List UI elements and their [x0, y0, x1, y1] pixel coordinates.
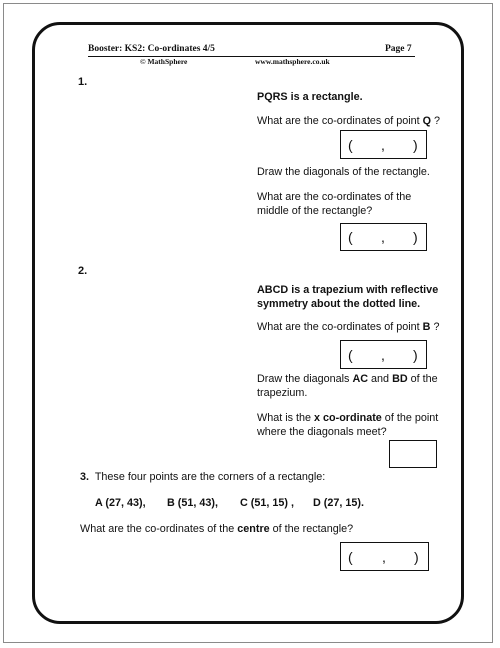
q1-point-s-label: S (1, 2)	[98, 184, 125, 193]
open-paren: (	[348, 229, 353, 245]
q2-question-b: What is the x co-ordinate of the point where the diagonals meet?	[257, 412, 439, 438]
q1-y-label: y	[79, 94, 84, 103]
q1-point-p-label: P (1, 6)	[98, 111, 125, 120]
comma: ,	[381, 229, 385, 245]
q2-point-d-label: D (12, 10)	[98, 381, 134, 390]
q2-instruction: Draw the diagonals AC and BD of the trapezium.	[257, 373, 438, 399]
q1-point-r-label: R (8, 2)	[207, 184, 234, 193]
q2-statement: ABCD is a trapezium with reflective symmetry about the dotted line.	[257, 284, 439, 310]
q2-point-b-label: B	[210, 312, 216, 321]
close-paren: )	[414, 548, 419, 565]
q3-question: What are the co-ordinates of the centre of the rectangle?	[80, 523, 354, 535]
open-paren: (	[348, 136, 353, 153]
q2-y-label: y	[79, 290, 84, 299]
page-number: Page 7	[385, 44, 412, 54]
q3-intro: These four points are the corners of a rectangle:	[94, 471, 326, 483]
q3-point-d: D (27, 15).	[313, 497, 365, 509]
q1-origin-label: 0	[86, 215, 91, 224]
q3-point-b: B (51, 43),	[167, 497, 219, 509]
website: www.mathsphere.co.uk	[255, 57, 330, 66]
header-rule	[88, 56, 415, 57]
comma: ,	[381, 136, 385, 153]
q3-intro-line	[80, 470, 325, 484]
q2-point-a-label: A (20, 35)	[117, 309, 153, 318]
q3-point-a: A (27, 43),	[95, 497, 146, 509]
worksheet-title: Booster: KS2: Co-ordinates 4/5	[88, 44, 215, 54]
open-paren: (	[348, 548, 353, 565]
q2-x-label: x	[225, 413, 230, 422]
q1-number: 1.	[78, 76, 88, 88]
q1-statement: PQRS is a rectangle.	[257, 91, 363, 103]
comma: ,	[381, 346, 385, 363]
comma: ,	[382, 548, 386, 565]
q2-point-c-label: C (50, 10)	[207, 381, 243, 390]
q2-question-a: What are the co-ordinates of point B ?	[257, 321, 440, 333]
close-paren: )	[413, 346, 418, 363]
q1-point-q-label: Q	[210, 111, 217, 120]
q3-point-c: C (51, 15) ,	[240, 497, 295, 509]
q1-question-b: What are the co-ordinates of the middle of the rectangle?	[257, 191, 412, 217]
q2-answer-box-a[interactable]	[340, 340, 427, 369]
q1-answer-box-a[interactable]	[340, 130, 427, 159]
q2-number: 2.	[78, 265, 88, 277]
q3-number: 3.	[80, 471, 90, 483]
close-paren: )	[413, 136, 418, 153]
q1-answer-box-b[interactable]	[340, 223, 427, 251]
q1-question-a: What are the co-ordinates of point Q ?	[257, 115, 441, 127]
q3-answer-box[interactable]	[340, 542, 429, 571]
q1-instruction: Draw the diagonals of the rectangle.	[257, 166, 430, 178]
open-paren: (	[348, 346, 353, 363]
q2-origin-label: 0	[86, 412, 91, 421]
copyright: © MathSphere	[140, 57, 188, 66]
q1-x-label: x	[224, 212, 229, 221]
close-paren: )	[413, 229, 418, 245]
q2-answer-box-b[interactable]	[389, 440, 437, 468]
